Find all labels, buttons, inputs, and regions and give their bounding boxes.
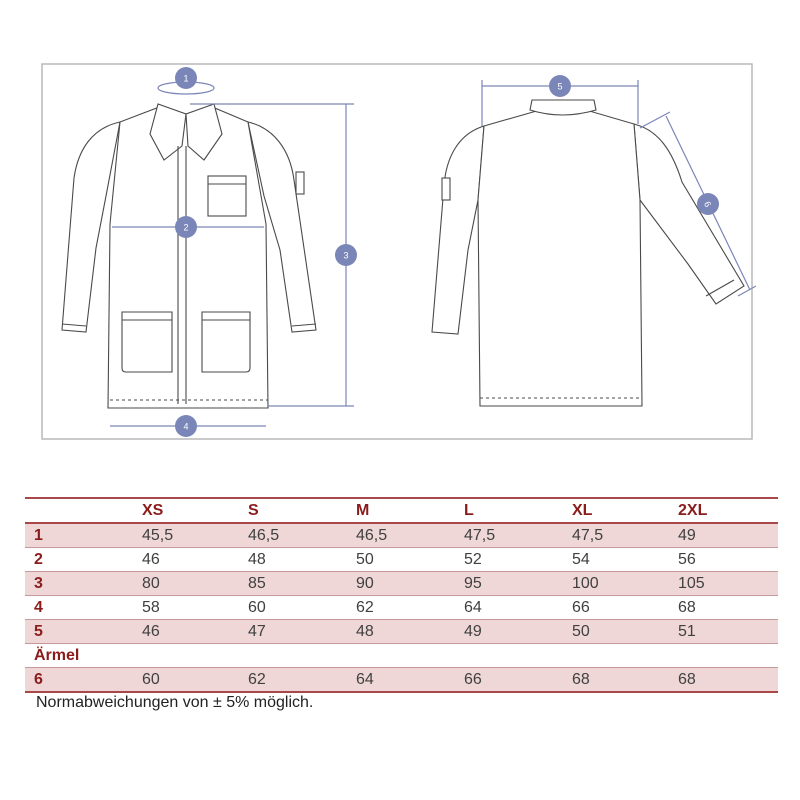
table-cell: 95 [455, 572, 563, 596]
table-cell: 66 [572, 599, 590, 616]
table-row [25, 668, 778, 693]
table-cell: 60 [133, 668, 239, 693]
table-cell: 45,5 [133, 523, 239, 548]
table-cell: 47,5 [563, 523, 669, 548]
badge-1 [175, 67, 197, 89]
badge-3 [335, 244, 357, 266]
table-cell: 48 [347, 620, 455, 644]
table-header-row [25, 498, 778, 523]
table-cell: 68 [678, 599, 696, 616]
table-cell: 47 [239, 620, 347, 644]
table-cell: 56 [678, 551, 696, 568]
row-label: 2 [34, 551, 43, 568]
table-cell: 85 [239, 572, 347, 596]
header-size-xs: XS [142, 502, 164, 519]
table-cell: 100 [563, 572, 669, 596]
svg-text:2: 2 [183, 222, 189, 233]
table-cell: 90 [347, 572, 455, 596]
table-cell: 60 [248, 599, 266, 616]
svg-text:6: 6 [701, 199, 714, 209]
header-size-s: S [248, 502, 259, 519]
row-label: 3 [25, 572, 133, 596]
table-cell: 46 [133, 620, 239, 644]
table-row [25, 523, 778, 548]
svg-text:1: 1 [183, 73, 189, 84]
row-label: 4 [34, 599, 43, 616]
header-size-xl: XL [572, 502, 593, 519]
table-cell: 52 [464, 551, 482, 568]
row-label: 6 [25, 668, 133, 693]
header-size-l: L [464, 502, 474, 519]
table-cell: 80 [133, 572, 239, 596]
badge-4 [175, 415, 197, 437]
section-label-sleeve: Ärmel [34, 647, 80, 664]
table-cell: 48 [248, 551, 266, 568]
table-cell: 66 [455, 668, 563, 693]
table-cell: 46,5 [239, 523, 347, 548]
table-cell: 50 [563, 620, 669, 644]
table-row [25, 596, 778, 620]
table-cell: 68 [563, 668, 669, 693]
table-cell: 47,5 [455, 523, 563, 548]
header-empty [25, 498, 133, 523]
table-row [25, 572, 778, 596]
table-cell: 49 [669, 523, 778, 548]
table-row [25, 548, 778, 572]
table-cell: 54 [572, 551, 590, 568]
badge-2 [175, 216, 197, 238]
tolerance-footnote: Normabweichungen von ± 5% möglich. [36, 694, 314, 711]
table-cell: 64 [464, 599, 482, 616]
size-chart-table [25, 497, 778, 693]
header-size-2xl: 2XL [678, 502, 708, 519]
svg-text:5: 5 [557, 81, 563, 92]
table-cell: 46,5 [347, 523, 455, 548]
table-cell: 105 [669, 572, 778, 596]
table-cell: 68 [669, 668, 778, 693]
table-cell: 58 [142, 599, 160, 616]
table-cell: 51 [669, 620, 778, 644]
table-section-row [25, 644, 778, 668]
table-cell: 62 [239, 668, 347, 693]
table-cell: 49 [455, 620, 563, 644]
row-label: 1 [25, 523, 133, 548]
table-cell: 50 [356, 551, 374, 568]
table-cell: 46 [142, 551, 160, 568]
row-label: 5 [25, 620, 133, 644]
table-row [25, 620, 778, 644]
table-cell: 62 [356, 599, 374, 616]
badge-6 [697, 193, 719, 215]
table-cell: 64 [347, 668, 455, 693]
header-size-m: M [356, 502, 370, 519]
svg-text:3: 3 [343, 250, 349, 261]
badge-5 [549, 75, 571, 97]
svg-text:4: 4 [183, 421, 189, 432]
